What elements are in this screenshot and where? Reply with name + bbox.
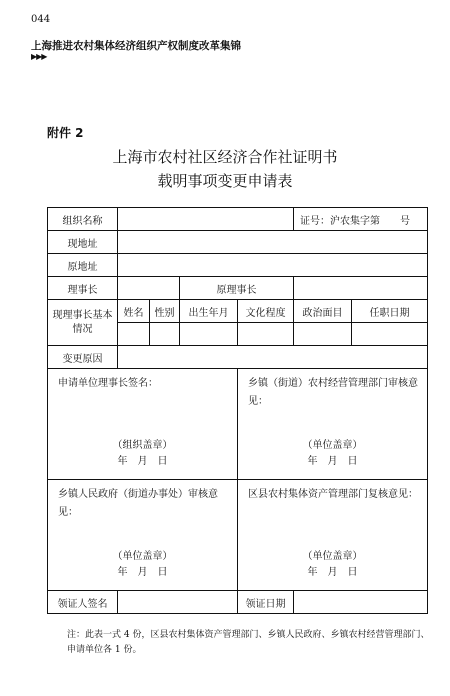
book-title: 上海推进农村集体经济组织产权制度改革集锦 [31,40,241,52]
original-chairman-field[interactable] [294,277,428,300]
gender-field[interactable] [150,323,180,346]
org-seal-text: （组织盖章） [112,440,173,451]
change-application-form [47,207,428,614]
footnote: 注：此表一式 4 份，区县农村集体资产管理部门、乡镇人民政府、乡镇农村经营管理部门、申请单位各 1 份。 [67,630,430,655]
page-number: 044 [31,14,51,25]
current-address-field[interactable] [118,231,428,254]
org-name-field[interactable] [118,208,294,231]
change-reason-label: 变更原因 [48,346,118,369]
col-education: 文化程度 [238,300,294,323]
original-address-label: 原地址 [48,254,118,277]
district-asset-cell[interactable] [238,480,428,591]
col-appoint-date: 任职日期 [352,300,428,323]
name-field[interactable] [118,323,150,346]
cert-no-label: 证号：沪农集字第 号 [294,208,428,231]
recipient-sign-field[interactable] [118,591,238,614]
col-gender: 性别 [150,300,180,323]
applicant-date: 年 月 日 [117,456,168,467]
col-birth: 出生年月 [180,300,238,323]
township-gov-label: 乡镇人民政府（街道办事处）审核意见： [58,489,218,518]
township-agri-label: 乡镇（街道）农村经营管理部门审核意见： [248,378,418,407]
township-agri-cell[interactable] [238,369,428,480]
org-name-label: 组织名称 [48,208,118,231]
applicant-sign-cell[interactable] [48,369,238,480]
receive-date-label: 领证日期 [238,591,294,614]
chairman-field[interactable] [118,277,180,300]
district-asset-date: 年 月 日 [307,567,358,578]
current-chairman-info-label: 现理事长基本情况 [48,300,118,346]
header-arrows-icon: ▶▶▶ [31,52,47,61]
political-field[interactable] [294,323,352,346]
education-field[interactable] [238,323,294,346]
form-title-line1: 上海市农村社区经济合作社证明书 [112,148,338,166]
col-name: 姓名 [118,300,150,323]
current-address-label: 现地址 [48,231,118,254]
appoint-date-field[interactable] [352,323,428,346]
recipient-sign-label: 领证人签名 [48,591,118,614]
township-agri-date: 年 月 日 [307,456,358,467]
col-political: 政治面目 [294,300,352,323]
township-gov-date: 年 月 日 [117,567,168,578]
receive-date-field[interactable] [294,591,428,614]
unit-seal-text: （单位盖章） [302,551,363,562]
applicant-sign-label: 申请单位理事长签名： [58,378,158,389]
unit-seal-text: （单位盖章） [302,440,363,451]
township-gov-cell[interactable] [48,480,238,591]
district-asset-label: 区县农村集体资产管理部门复核意见： [248,489,418,500]
chairman-label: 理事长 [48,277,118,300]
form-title-line2: 载明事项变更申请表 [157,172,293,190]
attachment-label: 附件 2 [47,126,84,140]
change-reason-field[interactable] [118,346,428,369]
birth-field[interactable] [180,323,238,346]
original-chairman-label: 原理事长 [180,277,294,300]
original-address-field[interactable] [118,254,428,277]
unit-seal-text: （单位盖章） [112,551,173,562]
